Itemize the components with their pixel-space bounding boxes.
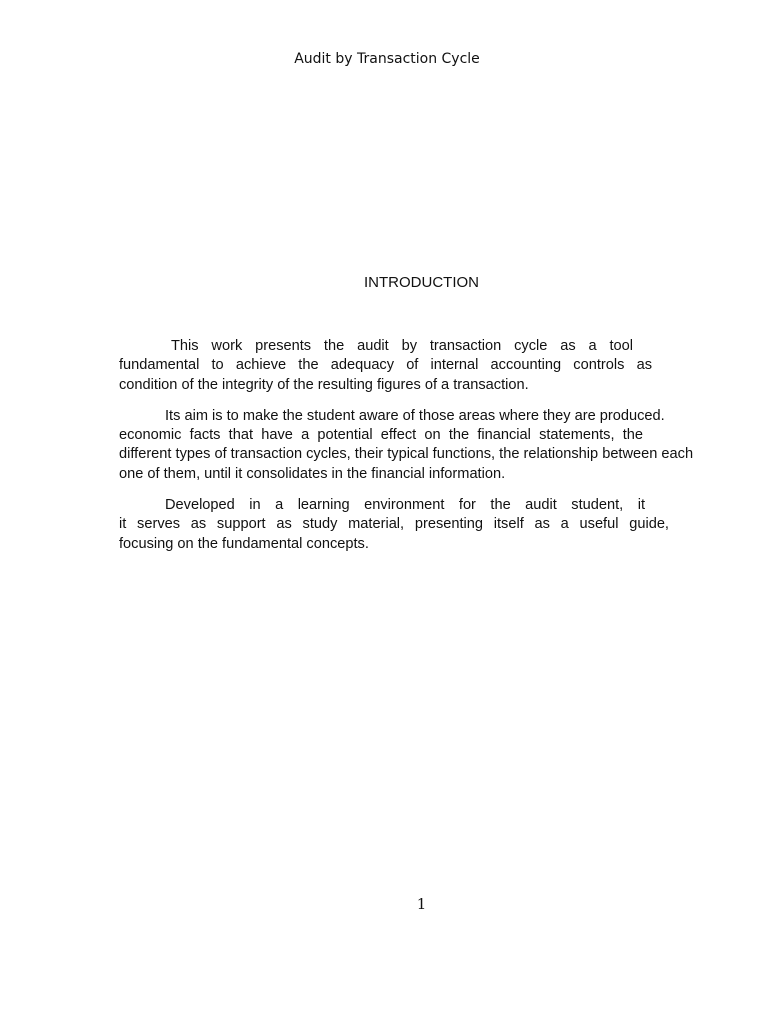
paragraph-line: economic facts that have a potential effect on the financial statements, the [119, 427, 643, 444]
paragraph-line: focusing on the fundamental concepts. [119, 535, 369, 552]
paragraph-2 [119, 407, 731, 484]
paragraph-1 [119, 337, 731, 395]
paragraph-line: different types of transaction cycles, their typical functions, the relationship between each [119, 446, 694, 463]
paragraph-3 [119, 496, 731, 554]
paragraph-line: one of them, until it consolidates in the financial information. [119, 465, 506, 482]
paragraph-line: fundamental to achieve the adequacy of internal accounting controls as [119, 357, 652, 374]
paragraph-line: Developed in a learning environment for the audit student, it [165, 497, 645, 514]
paragraph-line: it serves as support as study material, presenting itself as a useful guide, [119, 516, 669, 533]
section-heading: INTRODUCTION [364, 274, 479, 291]
paragraph-line: condition of the integrity of the resulting figures of a transaction. [119, 376, 529, 393]
paragraph-line: This work presents the audit by transaction cycle as a tool [171, 338, 633, 354]
body-text [119, 337, 731, 566]
running-header: Audit by Transaction Cycle [294, 51, 480, 67]
page-number: 1 [416, 895, 427, 913]
paragraph-line: Its aim is to make the student aware of those areas where they are produced. [165, 407, 665, 424]
